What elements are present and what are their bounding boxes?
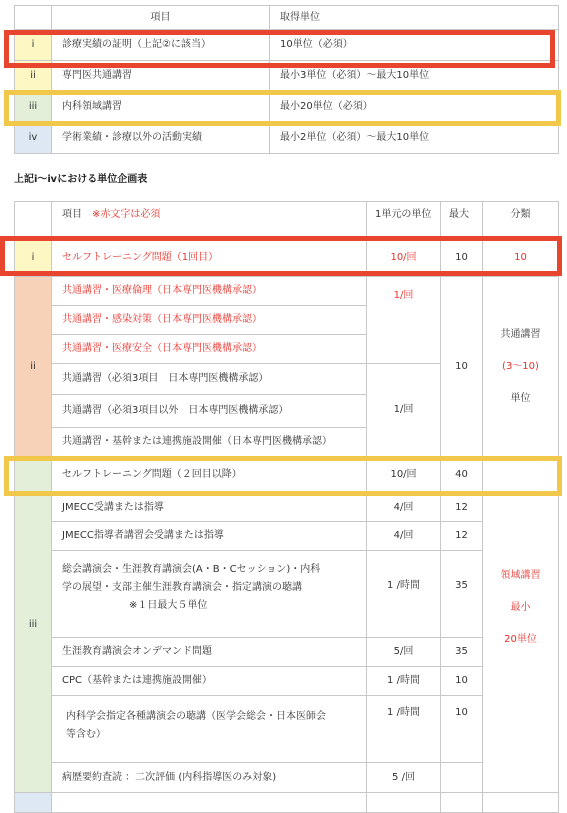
row-category: 共通講習 (3～10) 単位 [483, 277, 559, 457]
row-number: iv [15, 123, 52, 154]
row-max [441, 763, 483, 793]
row-item: 共通講習（必須3項目 日本専門医機構承認） [52, 364, 367, 395]
table-row [15, 551, 559, 638]
row-number: i [15, 30, 52, 61]
row-per-unit: 1 /時間 [367, 551, 441, 638]
row-item: 共通講習・医療倫理（日本専門医機構承認） [52, 277, 367, 306]
header-category: 分類 [483, 202, 559, 240]
row-unit: 最小3単位（必須）～最大10単位 [270, 61, 559, 92]
row-category: 10 [483, 240, 559, 277]
row-max: 10 [441, 667, 483, 696]
row-item: CPC（基幹または連携施設開催） [52, 667, 367, 696]
row-item: 内科学会指定各種講演会の聴講（医学会総会・日本医師会 等含む） [52, 696, 367, 763]
table-header-row [15, 6, 559, 30]
row-per-unit: 1 /時間 [367, 696, 441, 763]
table-row [15, 696, 559, 763]
row-item: 学術業績・診療以外の活動実績 [52, 123, 270, 154]
table-row [15, 92, 559, 123]
row-per-unit: 5/回 [367, 638, 441, 667]
row-per-unit: 4/回 [367, 494, 441, 522]
row-number: iii [15, 457, 52, 793]
header-max: 最大 [441, 202, 483, 240]
row-item: 共通講習・感染対策（日本専門医機構承認） [52, 306, 367, 335]
table-row [15, 240, 559, 277]
row-per-unit: 10/回 [367, 240, 441, 277]
header-unit: 取得単位 [270, 6, 559, 30]
row-item: JMECC指導者講習会受講または指導 [52, 522, 367, 551]
table-row [15, 667, 559, 696]
row-item: 共通講習・医療安全（日本専門医機構承認） [52, 335, 367, 364]
row-max: 10 [441, 277, 483, 457]
table-row-cutoff [15, 793, 559, 813]
row-unit: 最小20単位（必須） [270, 92, 559, 123]
row-per-unit: 1/回 [367, 277, 441, 364]
row-item: 内科領域講習 [52, 92, 270, 123]
row-per-unit: 5 /回 [367, 763, 441, 793]
row-item: 病歴要約査読 ：二次評価 (内科指導医のみ対象) [52, 763, 367, 793]
table-row [15, 522, 559, 551]
header-item: 項目 [52, 6, 270, 30]
row-number: iii [15, 92, 52, 123]
row-max: 10 [441, 240, 483, 277]
row-unit: 10単位（必須） [270, 30, 559, 61]
unit-requirements-table [14, 5, 559, 154]
table-row [15, 763, 559, 793]
table-row [15, 61, 559, 92]
row-item: 共通講習・基幹または連携施設開催（日本専門医機構承認） [52, 428, 367, 457]
row-max: 10 [441, 696, 483, 763]
row-unit: 最小2単位（必須）～最大10単位 [270, 123, 559, 154]
row-item: 総会講演会・生涯教育講演会(A・B・Cセッション)・内科 学の展望・支部主催生涯教育講演会・指定講演の聴講 ※１日最大５単位 [52, 551, 367, 638]
header-item: 項目 ※赤文字は必須 [52, 202, 367, 240]
table-row [15, 277, 559, 306]
table-row [15, 457, 559, 494]
row-item: 専門医共通講習 [52, 61, 270, 92]
row-number: i [15, 240, 52, 277]
row-item: 診療実績の証明（上記②に該当） [52, 30, 270, 61]
row-max: 12 [441, 522, 483, 551]
row-item: 生涯教育講演会オンデマンド問題 [52, 638, 367, 667]
table-row [15, 494, 559, 522]
section-title: 上記ⅰ～ⅳにおける単位企画表 [14, 174, 148, 185]
row-item: 共通講習（必須3項目以外 日本専門医機構承認） [52, 395, 367, 428]
row-per-unit: 10/回 [367, 457, 441, 494]
row-number: ii [15, 277, 52, 457]
row-per-unit: 4/回 [367, 522, 441, 551]
row-item: セルフトレーニング問題（1回目） [52, 240, 367, 277]
table-header-row [15, 202, 559, 240]
table-row [15, 638, 559, 667]
unit-plan-table [14, 201, 559, 813]
row-max: 40 [441, 457, 483, 494]
row-item: セルフトレーニング問題（２回目以降） [52, 457, 367, 494]
row-item: JMECC受講または指導 [52, 494, 367, 522]
row-max: 12 [441, 494, 483, 522]
row-max: 35 [441, 551, 483, 638]
row-per-unit: 1/回 [367, 364, 441, 457]
table-row [15, 30, 559, 61]
row-max: 35 [441, 638, 483, 667]
row-category: 領域講習 最小 20単位 [483, 494, 559, 793]
row-per-unit: 1 /時間 [367, 667, 441, 696]
row-number: ii [15, 61, 52, 92]
required-note: ※赤文字は必須 [92, 209, 161, 220]
table-row [15, 123, 559, 154]
header-per-unit: 1単元の単位 [367, 202, 441, 240]
